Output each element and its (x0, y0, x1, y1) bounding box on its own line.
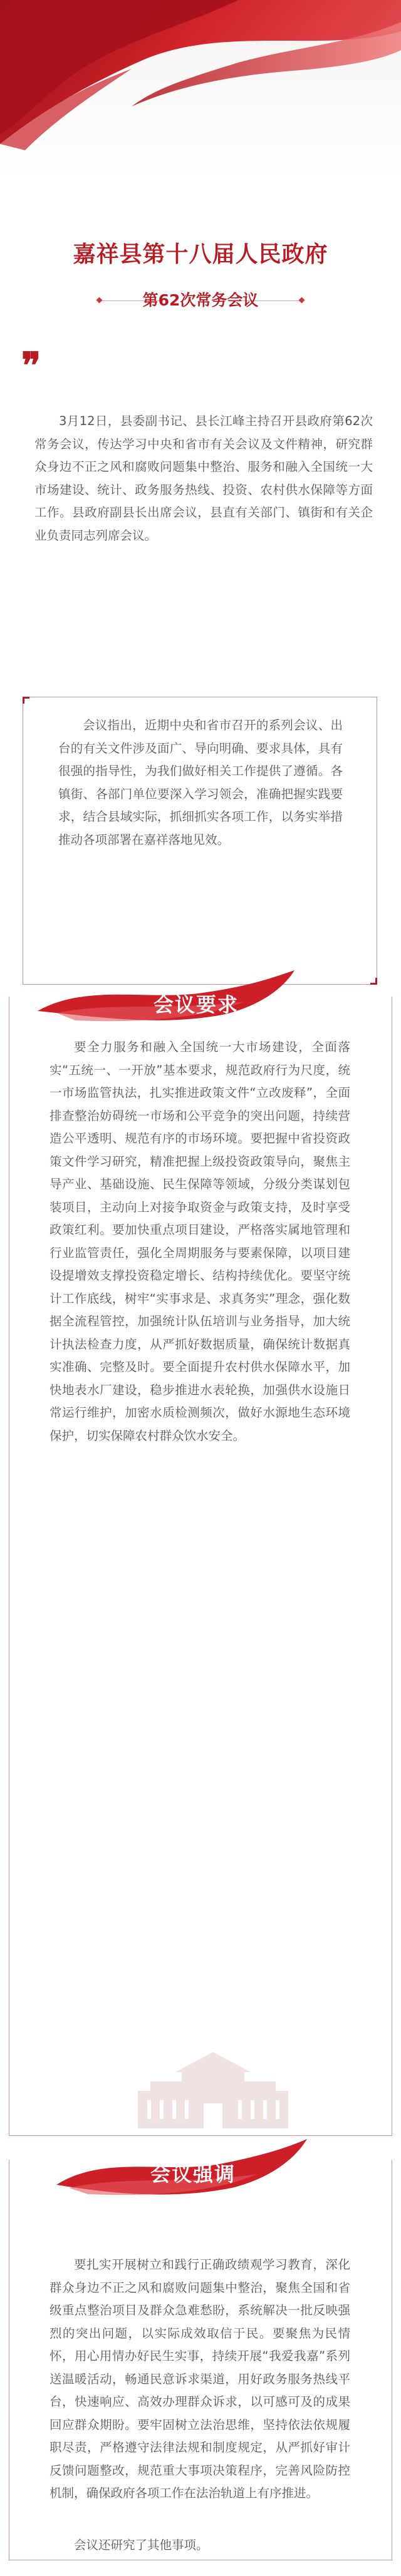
summary-paragraph: 会议指出，近期中央和省市召开的系列会议、出台的有关文件涉及面广、导向明确、要求具体，具有很强的指导性，为我们做好相关工作提供了遵循。各镇街、各部门单位要深入学习领会，准确把握实践要求，结合县域实际，抓细抓实各项工作，以务实举措推动各项部署在嘉祥落地见效。 (58, 718, 343, 847)
section1-title: 会议要求 (154, 993, 239, 1017)
intro-paragraph: 3月12日，县委副书记、县长江峰主持召开县政府第62次常务会议，传达学习中央和省市有关会议及文件精神，研究群众身边不正之风和腐败问题集中整治、服务和融入全国统一大市场建设、统计、政务服务热线、投资、农村供水保障等方面工作。县政府副县长出席会议，县直有关部门、镇街和有关企业负责同志列席会议。 (34, 414, 373, 543)
subtitle-wrap (0, 285, 401, 316)
closing-paragraph: 会议还研究了其他事项。 (74, 2538, 209, 2552)
section2-title: 会议强调 (150, 2162, 236, 2186)
box-corner-top-left (23, 697, 29, 704)
ribbon-decoration (0, 0, 401, 188)
building-silhouette (125, 2047, 301, 2128)
title-block (0, 237, 401, 269)
summary-box (23, 697, 377, 985)
requirements-paragraph: 要全力服务和融入全国统一大市场建设，全面落实“五统一、一开放”基本要求，规范政府行为尺度，统一市场监管执法，扎实推进政策文件“立改废释”，全面排查整治妨碍统一市场和公平竞争的突出问题，持续营造公平透明、规范有序的市场环境。要把握中省投资政策文件学习研究，精准把握上级投资政策导向，聚焦主导产业、基础设施、民生保障等领域，分级分类谋划包装项目，主动向上对接争取资金与政策支持，及时享受政策红利。要加快重点项目建设，严格落实属地管理和行业监管责任，强化全周期服务与要素保障，以项目建设提增效支撑投资稳定增长、结构持续优化。要坚守统计工作底线，树牢“实事求是、求真务实”理念，强化数据全流程管控，加强统计队伍培训与业务指导，加大统计执法检查力度，从严抓好数据质量，确保统计数据真实准确、完整及时。要全面提升农村供水保障水平，加快地表水厂建设，稳步推进水表轮换，加强供水设施日常运行维护，加密水质检测频次，做好水源地生态环境保护，切实保障农村群众饮水安全。 (49, 1040, 350, 1443)
page-title: 嘉祥县第十八届人民政府 (73, 242, 328, 267)
quote-mark-icon: ❞ (21, 344, 41, 387)
emphasis-paragraph: 要扎实开展树立和践行正确政绩观学习教育，深化群众身边不正之风和腐败问题集中整治，聚焦全国和省级重点整治项目及群众急难愁盼，系统解决一批反映强烈的突出问题，以实际成效取信于民。要聚焦为民情怀，用心用情办好民生实事，持续开展“我爱我嘉”系列送温暖活动，畅通民意诉求渠道，用好政务服务热线平台，快速响应、高效办理群众诉求，以可感可及的成果回应群众期盼。要牢固树立法治思维，坚持依法依规履职尽责，严格遵守法律法规和制度规定，从严抓好审计反馈问题整改，规范重大事项决策程序，完善风险防控机制，确保政府各项工作在法治轨道上有序推进。 (49, 2257, 350, 2500)
page-subtitle: 第62次常务会议 (142, 291, 259, 309)
